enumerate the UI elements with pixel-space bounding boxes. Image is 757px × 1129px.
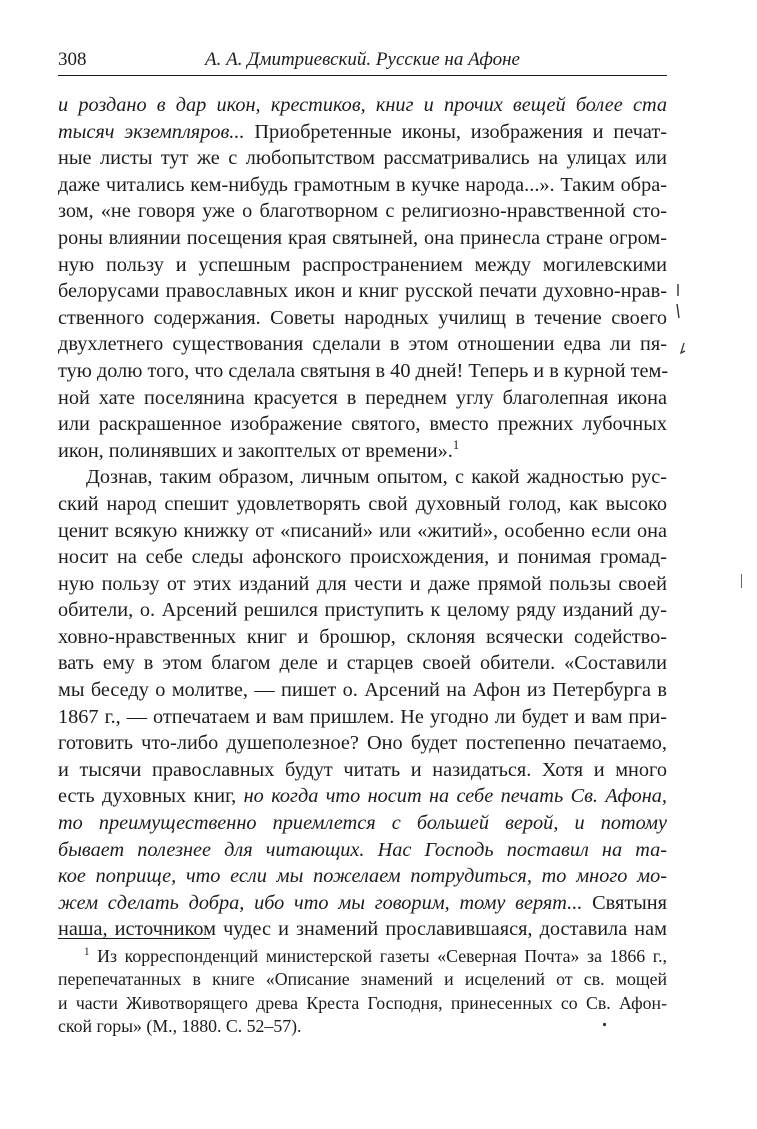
text-line [58,890,667,917]
text-line: тую долю того, что сделала святыня в 40 дней! Теперь и в курной тем- [58,359,669,382]
footnote [58,945,667,1039]
italic-span: бывает полезнее для читающих. Нас Господь поставил на та- [58,838,667,861]
text-line [58,92,667,119]
text-line: даже читались кем-нибудь грамотным в кучке народа...». Таким обра- [58,173,667,196]
text-line: белорусами православных икон и книг русской печати духовно-нрав- [58,280,667,303]
text-line: вать ему в этом благом деле и старцев своей обители. «Составили [58,652,667,675]
running-title: А. А. Дмитриевский. Русские на Афоне [205,49,520,70]
italic-span: то преимущественно приемлется с большей верой, и потому [58,812,667,835]
footnote-line [58,945,667,968]
text-line: ные листы тут же с любопытством рассматривались на улицах или [58,147,667,170]
italic-span: кое поприще, что если мы пожелаем потрудиться, то много мо- [58,865,667,888]
text-span: Приобретенные иконы, изображения и печат- [244,120,667,143]
text-line: готовить что-либо душеполезное? Оно будет постепенно печатаемо, [58,732,667,755]
text-line [58,438,667,465]
text-line: ную пользу от этих изданий для чести и даже прямой пользы своей [58,572,667,595]
footnote-line: и части Животворящего древа Креста Господня, принесенных со Св. Афон- [58,992,667,1013]
text-span: Святыня [582,891,667,914]
text-line [58,810,667,837]
header-rule [58,75,667,76]
text-line: ной хате поселянина красуется в переднем углу благолепная икона [58,386,667,409]
body-text [58,92,667,943]
text-line: мы беседу о молитве, — пишет о. Арсений на Афон из Петербурга в [58,679,667,702]
text-span: есть духовных книг, [58,785,244,808]
text-line: и тысячи православных будут читать и назидаться. Хотя и много [58,758,667,781]
margin-mark [679,342,687,361]
text-span: Из корреспонденций министерской газеты «Северная Почта» за 1866 г., [89,946,667,966]
page-number: 308 [58,49,87,70]
text-line: ную пользу и успешным распространением между могилевскими [58,253,667,276]
text-line: ценит всякую книжку от «писаний» или «житий», особенно если она [58,519,667,542]
text-line [58,783,667,810]
text-span: икон, полинявших и закоптелых от времени». [58,439,453,462]
text-line: наша, источником чудес и знамений прославившаяся, доставила нам [58,918,667,941]
text-line: или раскрашенное изображение святого, вместо прежних лубочных [58,413,667,436]
paragraph-2 [58,464,667,943]
text-line: роны влиянии посещения края святыней, она принесла стране огром- [58,226,667,249]
footnote-line: перепечатанных в книге «Описание знамений и исцелений от св. мощей [58,969,667,990]
text-line: ховно-нравственных книг и брошюр, склоняя всячески содейство- [58,625,667,648]
italic-span: тысяч экземпляров... [58,120,245,143]
text-line: ский народ спешит удовлетворять свой духовный голод, как высоко [58,492,667,515]
text-line [58,837,667,864]
text-line: Дознав, таким образом, личным опытом, с какой жадностью рус- [86,466,667,489]
text-line: обители, о. Арсений решился приступить к целому ряду изданий ду- [58,599,667,622]
paragraph-1 [58,92,667,464]
text-line: двухлетнего существования сделали в этом отношении едва ли пя- [58,333,667,356]
scan-dot [602,1016,607,1032]
text-line [58,119,667,146]
margin-mark [740,574,743,593]
footnote-ref[interactable]: 1 [452,437,460,452]
page-header [58,47,667,77]
text-line: зом, «не говоря уже о благотворном с религиозно-нравственной сто- [58,200,667,223]
italic-span: но когда что носит на себе печать Св. Афона, [243,785,667,808]
footnote-marker: 1 [84,946,90,959]
text-line: носит на себе следы афонского происхождения, и понимая громад- [58,546,667,569]
footnote-line: ской горы» (М., 1880. С. 52–57). [58,1016,302,1037]
italic-span: и роздано в дар икон, крестиков, книг и прочих вещей более ста [58,94,667,116]
footnote-rule [58,938,210,939]
margin-mark [674,282,682,327]
italic-span: жем сделать добра, ибо что мы говорим, тому верят... [58,891,583,914]
text-line: ственного содержания. Советы народных училищ в течение своего [58,306,667,329]
text-line [58,863,667,890]
text-line: 1867 г., — отпечатаем и вам пришлем. Не угодно ли будет и вам при- [58,705,667,728]
